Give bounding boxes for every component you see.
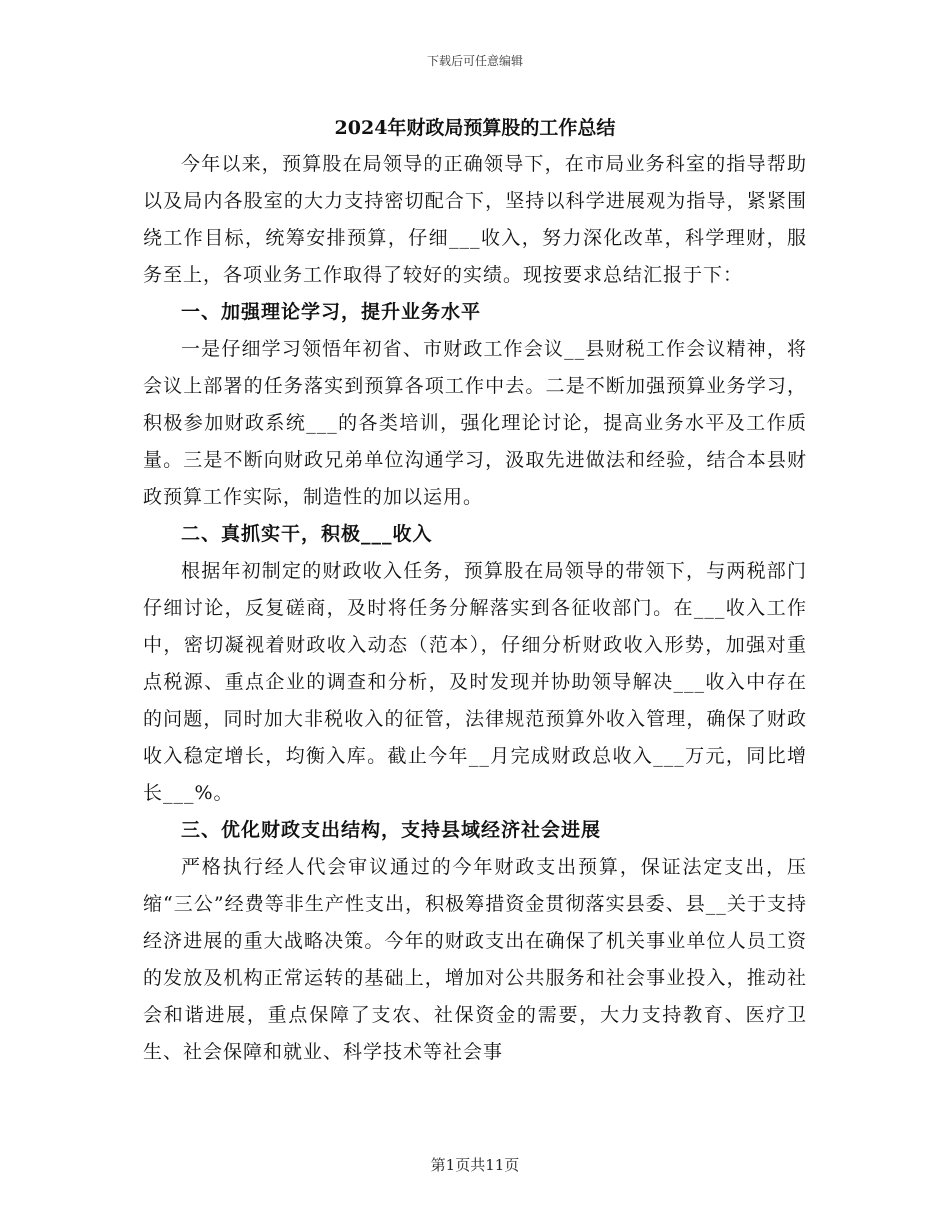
header-note: 下载后可任意编辑 (426, 54, 523, 68)
section-heading-1: 一、加强理论学习，提升业务水平 (181, 301, 482, 323)
section-body-1: 一是仔细学习领悟年初省、市财政工作会议__县财税工作会议精神，将会议上部署的任务落实到预算各项工作中去。二是不断加强预算业务学习，积极参加财政系统___的各类培训，强化理论讨论，提高业务水平及工作质量。三是不断向财政兄弟单位沟通学习，汲取先进做法和经验，结合本县财政预算工作实际，制造性的加以运用。 (143, 338, 807, 508)
document-title: 2024年财政局预算股的工作总结 (334, 117, 616, 139)
page-footer: 第1页共11页 (430, 1156, 520, 1174)
section-body-3: 严格执行经人代会审议通过的今年财政支出预算，保证法定支出，压缩“三公”经费等非生产性支出，积极筹措资金贯彻落实县委、县__关于支持经济进展的重大战略决策。今年的财政支出在确保了机关事业单位人员工资的发放及机构正常运转的基础上，增加对公共服务和社会事业投入，推动社会和谐进展，重点保障了支农、社保资金的需要，大力支持教育、医疗卫生、社会保障和就业、科学技术等社会事 (143, 856, 807, 1063)
document-body (143, 110, 807, 1071)
section-heading-2: 二、真抓实干，积极___收入 (181, 523, 433, 545)
section-body-2: 根据年初制定的财政收入任务，预算股在局领导的带领下，与两税部门仔细讨论，反复磋商，及时将任务分解落实到各征收部门。在___收入工作中，密切凝视着财政收入动态（范本），仔细分析财政收入形势，加强对重点税源、重点企业的调查和分析，及时发现并协助领导解决___收入中存在的问题，同时加大非税收入的征管，法律规范预算外收入管理，确保了财政收入稳定增长，均衡入库。截止今年__月完成财政总收入___万元，同比增长___%。 (143, 560, 807, 804)
section-heading-3: 三、优化财政支出结构，支持县域经济社会进展 (181, 819, 602, 841)
intro-paragraph: 今年以来，预算股在局领导的正确领导下，在市局业务科室的指导帮助以及局内各股室的大力支持密切配合下，坚持以科学进展观为指导，紧紧围绕工作目标，统筹安排预算，仔细___收入，努力深化改革，科学理财，服务至上，各项业务工作取得了较好的实绩。现按要求总结汇报于下： (143, 153, 807, 286)
